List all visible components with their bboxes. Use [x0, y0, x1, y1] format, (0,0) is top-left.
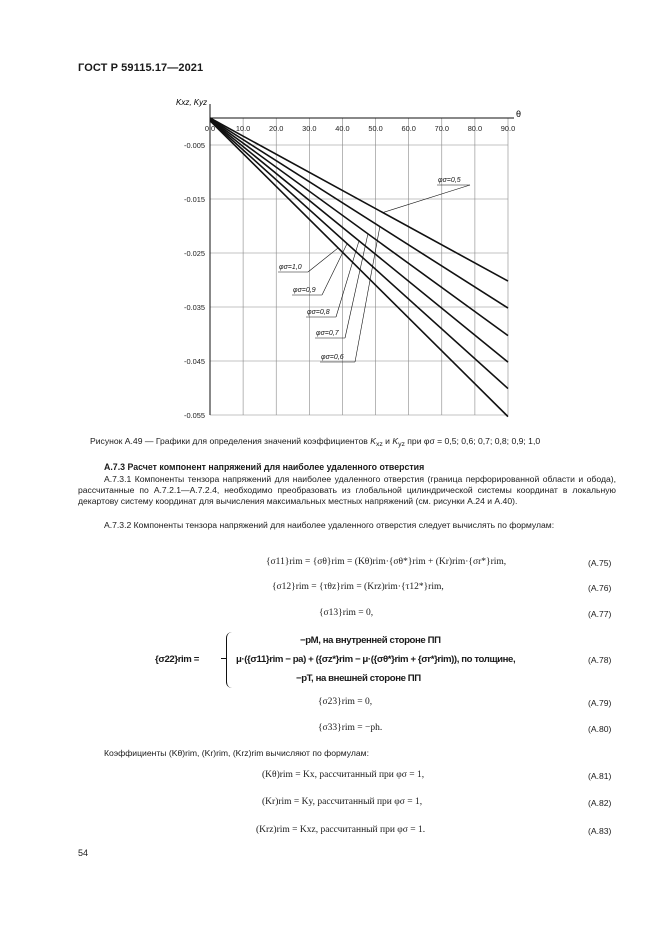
equation-a77: {σ13}rim = 0,: [319, 608, 374, 618]
chart-series-labels: [278, 177, 470, 362]
caption-and: и: [385, 436, 390, 446]
caption-prefix: Рисунок А.49 — Графики для определения значений коэффициентов: [90, 436, 368, 446]
chart-series: [210, 118, 508, 417]
equation-a78-brace: [226, 632, 234, 688]
equation-number-a78: (А.78): [588, 655, 612, 665]
y-tick-label: -0.035: [184, 303, 205, 312]
series-line: [210, 120, 508, 388]
x-tick-label: 30.0: [302, 124, 317, 133]
x-tick-label: 80.0: [467, 124, 483, 133]
series-line: [210, 118, 508, 281]
y-tick-label: -0.025: [184, 249, 205, 258]
equation-number-a82: (А.82): [588, 798, 612, 808]
series-label: φσ=0,8: [307, 309, 330, 316]
series-line: [210, 121, 508, 417]
section-title: А.7.3 Расчет компонент напряжений для наиболее удаленного отверстия: [104, 462, 425, 472]
y-tick-label: -0.055: [184, 411, 205, 420]
y-tick-label: -0.015: [184, 195, 205, 204]
series-label-leader: [322, 244, 347, 295]
series-label-leader: [308, 248, 338, 272]
y-tick-label: -0.045: [184, 357, 205, 366]
equation-number-a79: (А.79): [588, 698, 612, 708]
equation-number-a77: (А.77): [588, 609, 612, 619]
series-label-leader: [336, 241, 359, 317]
series-label: φσ=0,9: [293, 287, 316, 294]
caption-suffix: при φσ = 0,5; 0,6; 0,7; 0,8; 0,9; 1,0: [407, 436, 541, 446]
document-header: ГОСТ Р 59115.17—2021: [78, 62, 204, 74]
equation-a79: {σ23}rim = 0,: [318, 697, 373, 707]
equation-number-a83: (А.83): [588, 826, 612, 836]
page-number: 54: [78, 848, 89, 858]
paragraph-a731: А.7.3.1 Компоненты тензора напряжений для наиболее удаленного отверстия (граница перфорированной области и обода), рассчитанные по А.7.2.1—А.7.2.4, необходимо преобразовать из глобальной цилиндрической системы координат в локальную декартову систему координат для вычисления максимальных местных напряжений (см. рисунки А.24 и А.40).: [78, 474, 616, 507]
figure-caption: [90, 436, 630, 448]
equation-a75: {σ11}rim = {σθ}rim = (Kθ)rim·{σθ*}rim + (Kr)rim·{σr*}rim,: [266, 557, 507, 567]
chart-ylabel: Kxz, Kyz: [176, 98, 208, 107]
x-tick-label: 10.0: [235, 124, 251, 133]
caption-k1-sub: xz: [375, 441, 383, 448]
series-line: [210, 119, 508, 309]
coefficients-intro: Коэффициенты (Kθ)rim, (Kr)rim, (Krz)rim вычисляют по формулам:: [104, 748, 369, 758]
x-tick-label: 60.0: [401, 124, 416, 133]
coefficient-chart: [0, 0, 661, 430]
equation-number-a81: (А.81): [588, 771, 612, 781]
y-tick-label: -0.005: [184, 141, 205, 150]
equation-a78-line3: −pT, на внешней стороне ПП: [296, 673, 421, 684]
chart-grid: [210, 118, 508, 415]
paragraph-a732: А.7.3.2 Компоненты тензора напряжений для наиболее удаленного отверстия следует вычислять по формулам:: [104, 520, 555, 530]
series-label: φσ=0,6: [321, 354, 344, 361]
x-tick-label: 90.0: [500, 124, 516, 133]
equation-number-a76: (А.76): [588, 583, 612, 593]
caption-k2: K: [392, 436, 399, 446]
series-label: φσ=0,7: [316, 330, 339, 337]
equation-a76: {σ12}rim = {τθz}rim = (Krz)rim·{τ12*}rim,: [272, 582, 444, 592]
equation-a80: {σ33}rim = −ph.: [318, 723, 383, 733]
x-tick-label: 20.0: [269, 124, 284, 133]
x-tick-label: 70.0: [434, 124, 449, 133]
chart-xlabel: θ: [516, 109, 522, 119]
equation-a78-line2: μ·({σ11}rim − pa) + ({σz*}rim − μ·({σθ*}rim + {σr*}rim)), по толщине,: [236, 654, 516, 665]
series-label: φσ=0,5: [438, 177, 461, 184]
caption-k1: K: [370, 436, 376, 446]
series-label: φσ=1,0: [279, 264, 302, 271]
equation-a81: (Kθ)rim = Kx, рассчитанный при φσ = 1,: [262, 770, 425, 780]
equation-a78-line1: −pM, на внутренней стороне ПП: [300, 635, 441, 646]
equation-a82: (Kr)rim = Ky, рассчитанный при φσ = 1,: [262, 797, 423, 807]
series-line: [210, 119, 508, 336]
equation-number-a75: (А.75): [588, 558, 612, 568]
x-tick-label: 40.0: [335, 124, 350, 133]
x-tick-label: 0.0: [204, 124, 216, 133]
x-tick-label: 50.0: [368, 124, 383, 133]
equation-a83: (Krz)rim = Kxz, рассчитанный при φσ = 1.: [256, 825, 426, 835]
equation-number-a80: (А.80): [588, 724, 612, 734]
equation-a78-lhs: {σ22}rim =: [155, 654, 199, 665]
caption-k2-sub: yz: [398, 441, 405, 448]
